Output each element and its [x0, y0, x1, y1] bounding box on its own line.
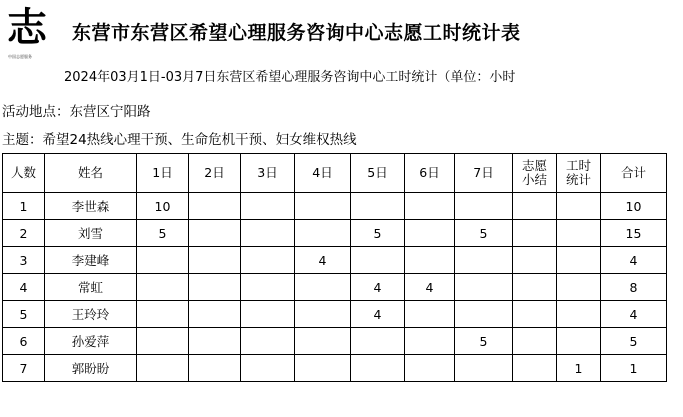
- table-cell: [295, 193, 351, 220]
- table-cell: 4: [351, 274, 405, 301]
- table-cell: 5: [601, 328, 667, 355]
- header-day6: 6日: [405, 154, 455, 193]
- table-cell: [137, 328, 189, 355]
- table-cell: [241, 193, 295, 220]
- table-cell: [513, 274, 557, 301]
- table-cell: [241, 274, 295, 301]
- table-cell: [405, 247, 455, 274]
- page-title: 东营市东营区希望心理服务咨询中心志愿工时统计表: [72, 22, 521, 44]
- table-cell: [295, 220, 351, 247]
- header-count: 人数: [3, 154, 45, 193]
- table-cell: [295, 301, 351, 328]
- table-cell: [557, 220, 601, 247]
- table-cell: [405, 301, 455, 328]
- table-cell: [557, 193, 601, 220]
- hours-table: [2, 153, 667, 382]
- table-row: [3, 274, 667, 301]
- table-cell: [137, 274, 189, 301]
- header-total: 合计: [601, 154, 667, 193]
- table-cell: 4: [601, 301, 667, 328]
- table-cell: 刘雪: [45, 220, 137, 247]
- table-cell: 李世森: [45, 193, 137, 220]
- table-cell: 4: [405, 274, 455, 301]
- logo: [4, 6, 50, 62]
- header-volunteer-summary: 志愿小结: [513, 154, 557, 193]
- table-cell: 郭盼盼: [45, 355, 137, 382]
- table-cell: [513, 247, 557, 274]
- table-cell: [455, 247, 513, 274]
- table-cell: 6: [3, 328, 45, 355]
- table-cell: [189, 247, 241, 274]
- table-cell: [455, 301, 513, 328]
- activity-topic: 主题：希望24热线心理干预、生命危机干预、妇女维权热线: [2, 132, 357, 148]
- table-cell: [513, 193, 557, 220]
- table-cell: [455, 193, 513, 220]
- table-cell: [295, 274, 351, 301]
- header-hours-stat: 工时统计: [557, 154, 601, 193]
- table-cell: 4: [351, 301, 405, 328]
- table-cell: 孙爱萍: [45, 328, 137, 355]
- table-cell: 李建峰: [45, 247, 137, 274]
- table-cell: [513, 355, 557, 382]
- table-cell: [241, 220, 295, 247]
- table-cell: [351, 328, 405, 355]
- header-name: 姓名: [45, 154, 137, 193]
- table-cell: [405, 355, 455, 382]
- table-cell: [405, 220, 455, 247]
- table-cell: [241, 301, 295, 328]
- table-cell: 7: [3, 355, 45, 382]
- table-cell: [513, 220, 557, 247]
- table-cell: [557, 274, 601, 301]
- table-cell: 王玲玲: [45, 301, 137, 328]
- header-day5: 5日: [351, 154, 405, 193]
- table-cell: 5: [3, 301, 45, 328]
- table-row: [3, 220, 667, 247]
- header-day3: 3日: [241, 154, 295, 193]
- table-cell: [189, 274, 241, 301]
- table-cell: [405, 328, 455, 355]
- date-range-subtitle: 2024年03月1日-03月7日东营区希望心理服务咨询中心工时统计（单位：小时: [64, 70, 516, 85]
- table-cell: 5: [137, 220, 189, 247]
- table-cell: [137, 247, 189, 274]
- table-cell: [189, 355, 241, 382]
- table-row: [3, 193, 667, 220]
- table-cell: [513, 328, 557, 355]
- header-day2: 2日: [189, 154, 241, 193]
- table-cell: [189, 193, 241, 220]
- table-cell: [189, 328, 241, 355]
- table-cell: [455, 355, 513, 382]
- logo-glyph: 志: [7, 4, 47, 51]
- table-cell: [189, 301, 241, 328]
- table-cell: [557, 301, 601, 328]
- table-cell: 4: [3, 274, 45, 301]
- table-cell: [513, 301, 557, 328]
- table-header-row: [3, 154, 667, 193]
- table-cell: [137, 355, 189, 382]
- activity-location: 活动地点：东营区宁阳路: [2, 104, 151, 120]
- table-cell: 1: [3, 193, 45, 220]
- table-cell: 1: [601, 355, 667, 382]
- table-cell: [241, 247, 295, 274]
- table-cell: [405, 193, 455, 220]
- logo-caption: 中国志愿服务: [8, 54, 32, 59]
- table-row: [3, 247, 667, 274]
- table-cell: 10: [601, 193, 667, 220]
- table-row: [3, 355, 667, 382]
- table-row: [3, 301, 667, 328]
- table-cell: 4: [601, 247, 667, 274]
- table-cell: [137, 301, 189, 328]
- table-cell: [295, 328, 351, 355]
- table-cell: 2: [3, 220, 45, 247]
- header-day4: 4日: [295, 154, 351, 193]
- table-cell: 4: [295, 247, 351, 274]
- header-day1: 1日: [137, 154, 189, 193]
- table-cell: 1: [557, 355, 601, 382]
- table-cell: 常虹: [45, 274, 137, 301]
- table-cell: 3: [3, 247, 45, 274]
- table-cell: 5: [455, 220, 513, 247]
- header-day7: 7日: [455, 154, 513, 193]
- table-cell: [189, 220, 241, 247]
- table-cell: [241, 328, 295, 355]
- table-cell: [351, 355, 405, 382]
- table-cell: 10: [137, 193, 189, 220]
- table-cell: [351, 247, 405, 274]
- table-cell: [351, 193, 405, 220]
- table-cell: 5: [455, 328, 513, 355]
- table-row: [3, 328, 667, 355]
- table-cell: 8: [601, 274, 667, 301]
- table-cell: [557, 328, 601, 355]
- table-cell: [455, 274, 513, 301]
- table-cell: 5: [351, 220, 405, 247]
- table-cell: [241, 355, 295, 382]
- table-cell: [295, 355, 351, 382]
- table-cell: 15: [601, 220, 667, 247]
- table-cell: [557, 247, 601, 274]
